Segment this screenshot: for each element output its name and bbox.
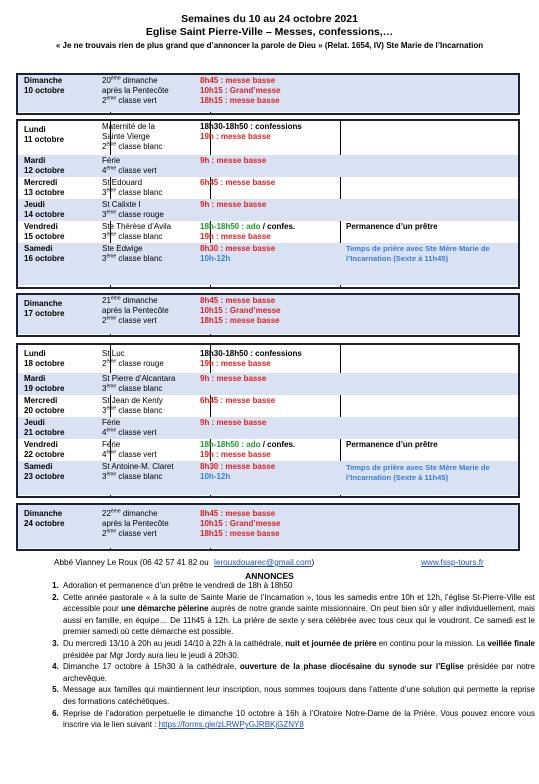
table-row: Mardi 12 octobre Férie 4ème classe vert 9h : messe basse xyxy=(18,155,518,177)
table-row: Lundi 11 octobre Maternité de la Sainte Vierge 2ème classe blanc 18h30-18h50 : confessions 19h : messe basse xyxy=(24,122,302,151)
schedule-block-sunday-10 xyxy=(16,73,520,115)
list-item: 1. Adoration et permanence d’un prêtre le vendredi de 18h à 18h50 xyxy=(61,580,535,592)
schedule-block-week-11-16 xyxy=(16,119,520,289)
list-item: 6. Reprise de l’adoration perpetuelle le dimanche 10 octobre à 16h à l’Oratoire Notre-Dame de la Prière. Vous pouvez encore vous inscrire via le lien suivant : https://forms.gle/zLRWPyGJRBKjGZNY8 xyxy=(61,708,535,731)
table-row: Samedi 23 octobre St Antoine-M. Claret 3ème classe blanc 8h30 : messe basse 10h-12h Temps de prière avec Ste Mère Marie de l’Incarnation (Sexte à 11h45) xyxy=(18,461,518,495)
table-row: Vendredi 15 octobre Ste Thérèse d’Avila 3ème classe blanc 18h-18h50 : ado / confes. 19h : messe basse Permanence d’un prêtre xyxy=(24,222,438,241)
table-row: Jeudi 21 octobre Férie 4ème classe vert 9h : messe basse xyxy=(18,417,518,439)
table-row: Lundi 18 octobre St Luc 2ème classe rouge 18h30-18h50 : confessions 19h : messe basse xyxy=(24,349,302,368)
table-row: Dimanche 24 octobre 22ème dimanche après la Pentecôte 2ème classe vert 8h45 : messe basse 10h15 : Grand’messe 18h15 : messe basse xyxy=(18,505,518,548)
contact-line xyxy=(54,558,524,567)
website-link[interactable]: www.fssp-tours.fr xyxy=(421,558,484,567)
table-row: Jeudi 14 octobre St Calixte I 3ème classe rouge 9h : messe basse xyxy=(18,199,518,221)
title-quote: « Je ne trouvais rien de plus grand que d’annoncer la parole de Dieu » (Relat. 1654, IV) Ste Marie de l’Incarnation xyxy=(55,41,484,50)
page xyxy=(0,13,539,784)
list-item: 3. Du mercredi 13/10 à 20h au jeudi 14/10 à 22h à la cathédrale, nuit et journée de prière en continu pour la mission. La veillée finale présidée par Mgr Jordy aura lieu le jeudi à 20h30. xyxy=(61,638,535,661)
announcements-list xyxy=(48,580,535,731)
list-item: 2. Cette année pastorale « à la suite de Sainte Marie de l’Incarnation », tous les samedis entre 10h et 12h, l’église St-Pierre-Ville est accessible pour une démarche pèlerine auprès de notre grande sainte missionnaire. On peut bien sûr y aller individuellement, mais aussi en famille, en équipe… De 11h45 à 12h. La prière de sexte y sera célébrée avec tous ceux qui le voudront. Ce samedi est le premier samedi où cette démarche est possible. xyxy=(61,592,535,638)
schedule-block-sunday-24 xyxy=(16,503,520,551)
email-link[interactable]: lerouxdouarec@gmail.com) xyxy=(214,558,315,567)
table-row: Mardi 19 octobre St Pierre d’Alcantara 3ème classe blanc 9h : messe basse xyxy=(18,373,518,395)
contact-name: Abbé Vianney Le Roux (06 42 57 41 82 ou xyxy=(54,558,209,567)
list-item: 4. Dimanche 17 octobre à 15h30 à la cathédrale, ouverture de la phase diocésaine du synode sur l’Eglise présidée par notre archevêque. xyxy=(61,661,535,684)
title-weeks: Semaines du 10 au 24 octobre 2021 xyxy=(181,13,358,25)
list-item: 5. Message aux familles qui maintiennent leur inscription, nous sommes toujours dans l’attente d’une solution qui permette la reprise des formations catéchétiques. xyxy=(61,684,535,707)
table-row: Samedi 16 octobre Ste Edwige 3ème classe blanc 8h30 : messe basse 10h-12h Temps de prière avec Ste Mère Marie de l’Incarnation (Sexte à 11h45) xyxy=(18,243,518,285)
table-row: Mercredi 20 octobre St Jean de Kenty 3ème classe blanc 6h45 : messe basse xyxy=(24,396,276,415)
title-church: Eglise Saint Pierre-Ville – Messes, confessions,… xyxy=(145,26,394,38)
announcements-title: ANNONCES xyxy=(245,571,294,581)
forms-link[interactable]: https://forms.gle/zLRWPyGJRBKjGZNY8 xyxy=(158,720,304,730)
table-row: Dimanche 10 octobre 20ème dimanche après la Pentecôte 2ème classe vert 8h45 : messe basse 10h15 : Grand’messe 18h15 : messe basse xyxy=(18,75,518,112)
table-row: Mercredi 13 octobre St Edouard 3ème classe blanc 6h45 : messe basse xyxy=(24,178,276,197)
table-row: Vendredi 22 octobre Férie 4ème classe vert 18h-18h50 : ado / confes. 19h : messe basse Permanence d’un prêtre xyxy=(24,440,438,459)
schedule-block-sunday-17 xyxy=(16,293,520,337)
schedule-block-week-18-23 xyxy=(16,343,520,498)
table-row: Dimanche 17 octobre 21ème dimanche après la Pentecôte 2ème classe vert 8h45 : messe basse 10h15 : Grand’messe 18h15 : messe basse xyxy=(18,295,518,334)
